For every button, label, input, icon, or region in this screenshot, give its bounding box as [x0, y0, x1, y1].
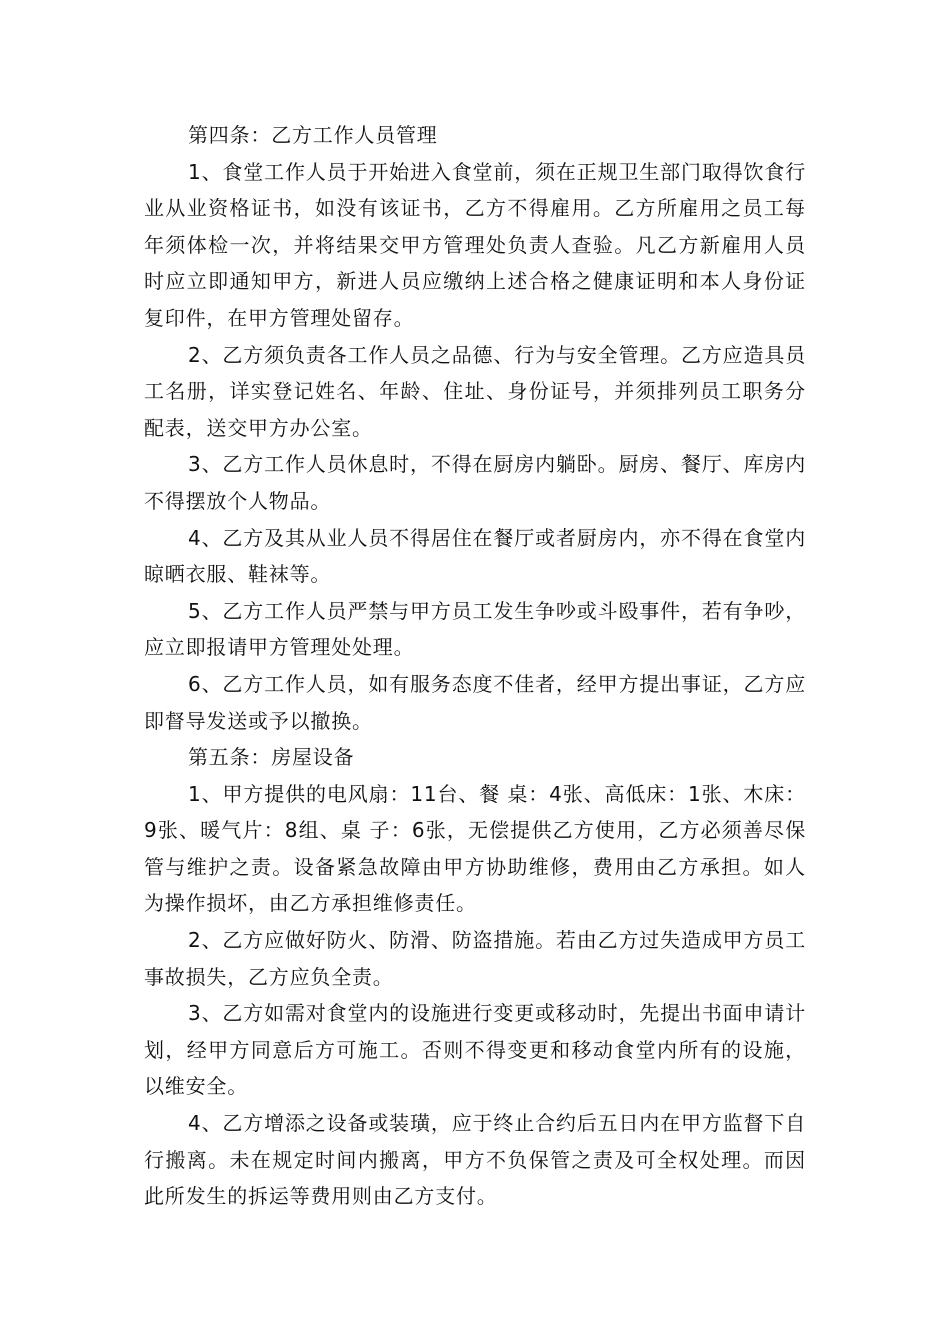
- clause-paragraph: 6、乙方工作人员，如有服务态度不佳者，经甲方提出事证，乙方应即督导发送或予以撤换。: [144, 671, 806, 733]
- clause-paragraph: 2、乙方应做好防火、防滑、防盗措施。若由乙方过失造成甲方员工事故损失，乙方应负全责。: [144, 928, 806, 989]
- clause-paragraph: 3、乙方工作人员休息时，不得在厨房内躺卧。厨房、餐厅、库房内不得摆放个人物品。: [144, 452, 806, 513]
- clause-paragraph: 1、食堂工作人员于开始进入食堂前，须在正规卫生部门取得饮食行业从业资格证书，如没有该证书，乙方不得雇用。乙方所雇用之员工每年须体检一次，并将结果交甲方管理处负责人查验。凡乙方新雇用人员时应立即通知甲方，新进人员应缴纳上述合格之健康证明和本人身份证复印件，在甲方管理处留存。: [144, 159, 806, 330]
- clause-paragraph: 1、甲方提供的电风扇：11台、餐 桌：4张、高低床：1张、木床：9张、暖气片：8组、桌 子：6张，无偿提供乙方使用，乙方必须善尽保管与维护之责。设备紧急故障由甲方协助维修，费用由乙方承担。如人为操作损坏，由乙方承担维修责任。: [144, 781, 806, 916]
- section-heading: 第四条：乙方工作人员管理: [188, 123, 438, 147]
- document-page: [144, 117, 806, 1215]
- clause-paragraph: 3、乙方如需对食堂内的设施进行变更或移动时，先提出书面申请计划，经甲方同意后方可施工。否则不得变更和移动食堂内所有的设施，以维安全。: [144, 1001, 806, 1099]
- clause-paragraph: 4、乙方增添之设备或装璜，应于终止合约后五日内在甲方监督下自行搬离。未在规定时间内搬离，甲方不负保管之责及可全权处理。而因此所发生的拆运等费用则由乙方支付。: [144, 1111, 806, 1209]
- clause-paragraph: 5、乙方工作人员严禁与甲方员工发生争吵或斗殴事件，若有争吵，应立即报请甲方管理处处理。: [144, 598, 806, 660]
- clause-paragraph: 4、乙方及其从业人员不得居住在餐厅或者厨房内，亦不得在食堂内晾晒衣服、鞋袜等。: [144, 525, 806, 587]
- section-heading: 第五条：房屋设备: [188, 745, 355, 770]
- clause-paragraph: 2、乙方须负责各工作人员之品德、行为与安全管理。乙方应造具员工名册，详实登记姓名、年龄、住址、身份证号，并须排列员工职务分配表，送交甲方办公室。: [144, 342, 806, 440]
